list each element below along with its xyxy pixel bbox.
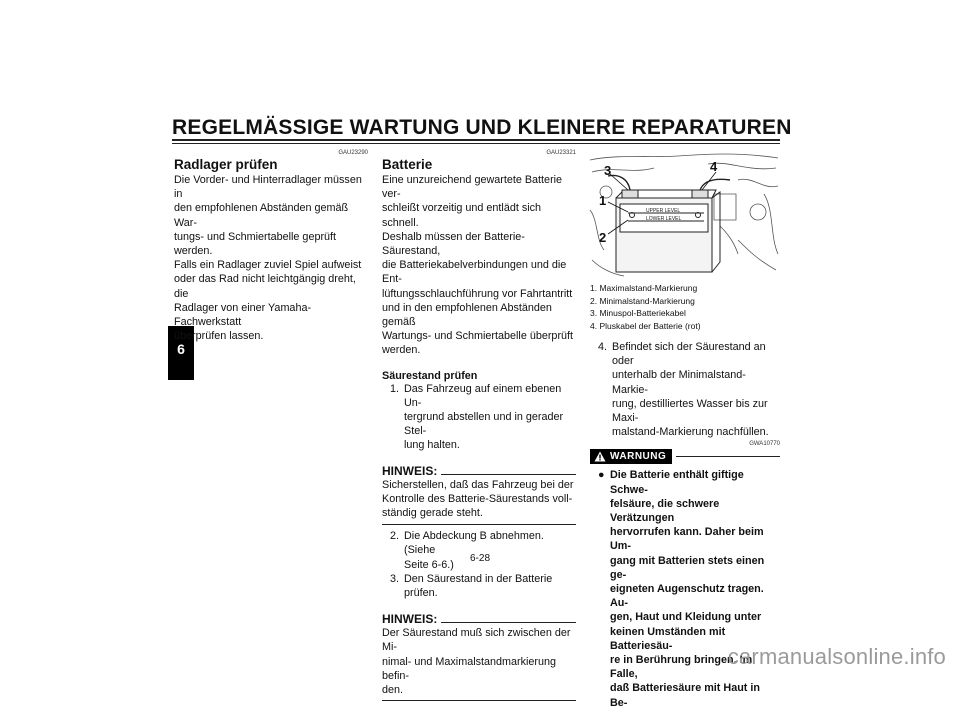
battery-illustration — [588, 150, 780, 278]
section-body — [382, 173, 576, 358]
step-list — [590, 340, 780, 439]
body-line: Die Vorder- und Hinterradlager müssen in — [174, 174, 362, 201]
body-line: lüftungsschlauchführung vor Fahrtantritt — [382, 287, 573, 300]
warning-line: hervorrufen kann. Daher beim Um- — [610, 526, 764, 553]
note-line: Der Säurestand muß sich zwischen der Mi- — [382, 627, 571, 654]
body-line: Radlager von einer Yamaha-Fachwerkstatt — [174, 301, 312, 329]
step-list — [382, 529, 576, 600]
warning-line: Die Batterie enthält giftige Schwe- — [610, 469, 744, 496]
section-code: GAU23290 — [338, 150, 368, 156]
section-heading: Batterie — [382, 157, 433, 172]
body-line: überprüfen lassen. — [174, 330, 264, 343]
note-end-rule — [382, 700, 576, 701]
note-rule — [441, 474, 576, 475]
step-line: Das Fahrzeug auf einem ebenen Un- — [404, 382, 562, 409]
body-line: tungs- und Schmiertabelle geprüft werden. — [174, 230, 337, 258]
step-number: 1. — [390, 382, 400, 395]
header-rule-thin — [172, 143, 780, 144]
body-line: die Batteriekabelverbindungen und die Ent- — [382, 259, 567, 286]
step-line: rung, destilliertes Wasser bis zur Maxi- — [612, 397, 768, 425]
note-body — [382, 626, 576, 697]
body-line: oder das Rad nicht leichtgängig dreht, die — [174, 273, 356, 300]
note-body — [382, 478, 576, 521]
section-body — [174, 173, 368, 343]
step-line: malstand-Markierung nachfüllen. — [612, 426, 769, 439]
warning-line: gang mit Batterien stets einen ge- — [610, 554, 765, 581]
warning-line: eigneten Augenschutz tragen. Au- — [610, 583, 764, 610]
step-item — [590, 340, 780, 439]
warning-line: felsäure, die schwere Verätzungen — [610, 497, 720, 525]
warning-label: WARNUNG — [610, 451, 667, 463]
upper-level-label: UPPER LEVEL — [646, 208, 681, 214]
watermark-text[interactable]: carmanualsonline.info — [727, 644, 946, 669]
chapter-number: 6 — [177, 341, 185, 357]
warning-triangle-icon — [594, 451, 606, 462]
warning-code: GWA10770 — [749, 441, 780, 448]
note-line: Kontrolle des Batterie-Säurestands voll- — [382, 492, 573, 505]
body-line: werden. — [382, 344, 421, 357]
step-list — [382, 382, 576, 453]
header-rule-thick — [172, 139, 780, 141]
bullet-icon: ● — [598, 469, 605, 482]
warning-line: daß Batteriesäure mit Haut in Be- — [610, 682, 760, 709]
callout-1: 1 — [599, 193, 607, 208]
step-line: unterhalb der Minimalstand-Markie- — [612, 369, 746, 396]
step-number: 3. — [390, 572, 400, 585]
note-label: HINWEIS: — [382, 463, 438, 478]
legend-item: 1. Maximalstand-Markierung — [590, 283, 698, 293]
warning-badge — [590, 449, 672, 464]
step-item — [382, 572, 576, 600]
step-line: Den Säurestand in der Batterie prüfen. — [404, 572, 553, 600]
middle-column — [382, 150, 576, 701]
page-header-title: REGELMÄSSIGE WARTUNG UND KLEINERE REPARATUREN — [172, 116, 792, 139]
warning-line: gen, Haut und Kleidung unter — [610, 611, 762, 624]
step-number: 2. — [390, 530, 400, 543]
callout-4: 4 — [710, 159, 718, 174]
section-code: GAU23321 — [546, 150, 576, 156]
legend-item: 4. Pluskabel der Batterie (rot) — [590, 320, 701, 331]
section-heading: Radlager prüfen — [174, 157, 278, 172]
figure-legend — [590, 282, 780, 332]
subheading: Säurestand prüfen — [382, 369, 478, 382]
body-line: schleißt vorzeitig und entlädt sich schnell. — [382, 202, 542, 229]
note-end-rule — [382, 524, 576, 525]
note-line: ständig gerade steht. — [382, 507, 483, 520]
note-line: nimal- und Maximalstandmarkierung befin- — [382, 655, 557, 682]
warning-line: re in Berührung bringen. Im Falle, — [610, 654, 753, 681]
warning-heading — [590, 449, 780, 464]
step-line: Befindet sich der Säurestand an oder — [612, 341, 766, 368]
warning-line: keinen Umständen mit Batteriesäu- — [610, 625, 726, 652]
step-line: Seite 6-6.) — [404, 558, 454, 571]
lower-level-label: LOWER LEVEL — [646, 216, 682, 222]
note-label: HINWEIS: — [382, 612, 438, 627]
body-line: den empfohlenen Abständen gemäß War- — [174, 202, 349, 229]
note-line: Sicherstellen, daß das Fahrzeug bei der — [382, 478, 574, 491]
warning-rule — [676, 456, 780, 457]
step-number: 4. — [598, 341, 608, 353]
step-line: lung halten. — [404, 439, 460, 452]
note-rule — [441, 622, 576, 623]
body-line: Falls ein Radlager zuviel Spiel aufweist — [174, 259, 362, 272]
body-line: Wartungs- und Schmiertabelle überprüft — [382, 330, 574, 343]
page-number: 6-28 — [469, 553, 490, 564]
callout-2: 2 — [599, 230, 607, 245]
warning-body — [590, 468, 780, 709]
callout-3: 3 — [604, 163, 612, 178]
battery-figure — [588, 150, 780, 278]
body-line: Eine unzureichend gewartete Batterie ver- — [382, 174, 563, 201]
step-line: tergrund abstellen und in gerader Stel- — [404, 411, 564, 438]
step-item — [382, 529, 576, 572]
legend-item: 3. Minuspol-Batteriekabel — [590, 308, 686, 318]
note-line: den. — [382, 684, 404, 697]
note-heading — [382, 612, 576, 626]
left-column — [174, 150, 368, 343]
step-line: Die Abdeckung B abnehmen. (Siehe — [404, 530, 544, 557]
body-line: Deshalb müssen der Batterie-Säurestand, — [382, 230, 525, 258]
step-item — [382, 382, 576, 453]
note-heading — [382, 464, 576, 478]
legend-item: 2. Minimalstand-Markierung — [590, 295, 695, 306]
body-line: und in den empfohlenen Abständen gemäß — [382, 301, 552, 329]
